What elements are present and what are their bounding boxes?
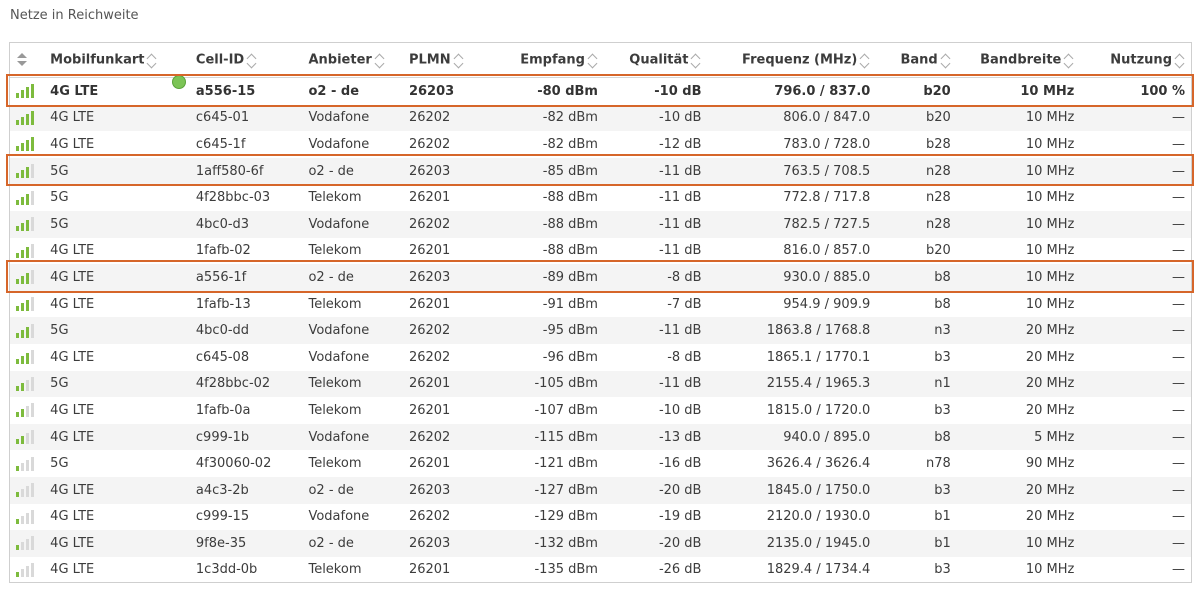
anbieter-cell: Vodafone — [302, 424, 403, 451]
nutzung-cell: — — [1080, 158, 1191, 185]
mobilfunkart-cell: 4G LTE — [44, 264, 190, 291]
signal-cell — [10, 450, 44, 477]
table-header-row — [10, 43, 1191, 78]
plmn-cell: 26203 — [403, 477, 485, 504]
empfang-cell: -88 dBm — [542, 190, 598, 206]
signal-cell — [10, 158, 44, 185]
plmn-cell: 26201 — [408, 402, 451, 418]
bandbreite-cell: 10 MHz — [1025, 296, 1075, 312]
plmn-cell: 26202 — [408, 509, 451, 525]
frequenz-cell: 3626.4 / 3626.4 — [766, 456, 871, 472]
qualitaet-cell: -10 dB — [604, 105, 708, 132]
bandbreite-cell: 10 MHz — [957, 264, 1081, 291]
table-row[interactable] — [10, 211, 1191, 238]
header-mobilfunkart[interactable]: Mobilfunkart — [44, 43, 190, 78]
bandbreite-cell: 10 MHz — [1025, 562, 1075, 578]
table-row[interactable] — [10, 238, 1191, 265]
qualitaet-cell: -11 dB — [658, 190, 702, 206]
signal-cell — [10, 424, 44, 451]
plmn-cell: 26203 — [408, 83, 455, 99]
empfang-cell: -121 dBm — [534, 456, 598, 472]
table-row[interactable] — [10, 397, 1191, 424]
anbieter-cell: Telekom — [308, 190, 362, 206]
table-row[interactable] — [10, 184, 1191, 211]
header-plmn[interactable]: PLMN — [403, 43, 485, 78]
mobilfunkart-cell: 4G LTE — [44, 424, 190, 451]
band-cell: b20 — [925, 243, 951, 259]
cell-id-cell: 1aff580-6f — [190, 158, 303, 185]
frequenz-cell: 940.0 / 895.0 — [707, 424, 876, 451]
table-row[interactable] — [10, 557, 1191, 583]
frequenz-cell: 772.8 / 717.8 — [783, 190, 871, 206]
nutzung-cell: — — [1172, 509, 1185, 525]
empfang-cell: -80 dBm — [537, 83, 598, 99]
header-band[interactable]: Band — [876, 43, 956, 78]
nutzung-cell: 100 % — [1140, 83, 1185, 99]
mobilfunkart-cell: 4G LTE — [50, 402, 95, 418]
signal-strength-icon — [16, 403, 34, 417]
plmn-cell: 26201 — [408, 296, 451, 312]
empfang-cell: -89 dBm — [485, 264, 604, 291]
signal-strength-icon — [16, 297, 34, 311]
cell-id-cell: a556-1f — [190, 264, 303, 291]
qualitaet-cell: -20 dB — [604, 477, 708, 504]
qualitaet-cell: -12 dB — [658, 136, 702, 152]
band-cell: b3 — [934, 562, 951, 578]
sort-both-icon — [16, 52, 28, 68]
signal-cell — [10, 530, 44, 557]
nutzung-cell: — — [1080, 424, 1191, 451]
qualitaet-cell: -26 dB — [658, 562, 702, 578]
plmn-cell: 26201 — [408, 190, 451, 206]
frequenz-cell: 1865.1 / 1770.1 — [766, 349, 871, 365]
cell-id-cell: 4bc0-d3 — [190, 211, 303, 238]
table-row[interactable] — [10, 105, 1191, 132]
table-row[interactable] — [10, 477, 1191, 504]
bandbreite-cell: 20 MHz — [957, 371, 1081, 398]
mobilfunkart-cell: 4G LTE — [44, 477, 190, 504]
nutzung-cell: — — [1080, 317, 1191, 344]
sort-all-header[interactable] — [10, 43, 44, 78]
empfang-cell: -88 dBm — [485, 211, 604, 238]
signal-cell — [10, 264, 44, 291]
frequenz-cell: 1845.0 / 1750.0 — [707, 477, 876, 504]
band-cell: b8 — [876, 424, 956, 451]
header-frequenz[interactable]: Frequenz (MHz) — [707, 43, 876, 78]
signal-strength-icon — [16, 244, 34, 258]
qualitaet-cell: -11 dB — [604, 371, 708, 398]
nutzung-cell: — — [1080, 530, 1191, 557]
bandbreite-cell: 10 MHz — [957, 211, 1081, 238]
band-cell: b3 — [876, 477, 956, 504]
cell-id-cell: 4f28bbc-02 — [190, 371, 303, 398]
frequenz-cell: 1829.4 / 1734.4 — [766, 562, 871, 578]
signal-strength-icon — [16, 164, 34, 178]
mobilfunkart-cell: 4G LTE — [50, 509, 95, 525]
qualitaet-cell: -13 dB — [604, 424, 708, 451]
mobilfunkart-cell: 4G LTE — [44, 530, 190, 557]
plmn-cell: 26202 — [408, 349, 451, 365]
sort-chevron-icon — [375, 52, 385, 68]
band-cell: n78 — [925, 456, 951, 472]
band-cell: b20 — [923, 83, 951, 99]
signal-cell — [10, 557, 44, 583]
mobilfunkart-cell: 5G — [50, 456, 69, 472]
signal-strength-icon — [16, 483, 34, 497]
qualitaet-cell: -8 dB — [667, 349, 702, 365]
empfang-cell: -132 dBm — [485, 530, 604, 557]
table-row[interactable] — [10, 344, 1191, 371]
anbieter-cell: Telekom — [308, 562, 362, 578]
signal-cell — [10, 105, 44, 132]
frequenz-cell: 796.0 / 837.0 — [774, 83, 871, 99]
empfang-cell: -105 dBm — [485, 371, 604, 398]
frequenz-cell: 806.0 / 847.0 — [707, 105, 876, 132]
mobilfunkart-cell: 4G LTE — [50, 83, 99, 99]
cell-id-cell: 1fafb-0a — [195, 402, 251, 418]
plmn-cell: 26202 — [403, 105, 485, 132]
plmn-cell: 26202 — [403, 211, 485, 238]
nutzung-cell: — — [1172, 456, 1185, 472]
signal-cell — [10, 344, 44, 371]
signal-strength-icon — [16, 191, 34, 205]
nutzung-cell: — — [1172, 190, 1185, 206]
signal-cell — [10, 238, 44, 265]
bandbreite-cell: 10 MHz — [1025, 136, 1075, 152]
empfang-cell: -85 dBm — [485, 158, 604, 185]
cell-id-cell: a556-15 — [190, 78, 303, 105]
cell-id-cell: 4f30060-02 — [195, 456, 272, 472]
empfang-cell: -96 dBm — [542, 349, 598, 365]
signal-cell — [10, 317, 44, 344]
band-cell: b8 — [876, 264, 956, 291]
empfang-cell: -88 dBm — [542, 243, 598, 259]
bandbreite-cell: 20 MHz — [957, 477, 1081, 504]
band-cell: n28 — [876, 211, 956, 238]
nutzung-cell: — — [1080, 264, 1191, 291]
anbieter-cell: o2 - de — [302, 264, 403, 291]
bandbreite-cell: 10 MHz — [1025, 243, 1075, 259]
table-row[interactable] — [10, 504, 1191, 531]
bandbreite-cell: 20 MHz — [957, 317, 1081, 344]
table-row[interactable] — [10, 264, 1191, 291]
frequenz-cell: 930.0 / 885.0 — [707, 264, 876, 291]
anbieter-cell: Vodafone — [302, 211, 403, 238]
sort-chevron-icon — [588, 52, 598, 68]
sort-chevron-icon — [1175, 52, 1185, 68]
band-cell: b8 — [934, 296, 951, 312]
anbieter-cell: o2 - de — [308, 83, 360, 99]
band-cell: b3 — [934, 349, 951, 365]
empfang-cell: -127 dBm — [485, 477, 604, 504]
bandbreite-cell: 5 MHz — [957, 424, 1081, 451]
signal-strength-icon — [16, 111, 34, 125]
empfang-cell: -82 dBm — [485, 105, 604, 132]
mobilfunkart-cell: 5G — [44, 317, 190, 344]
band-cell: n1 — [876, 371, 956, 398]
cell-id-cell: 9f8e-35 — [190, 530, 303, 557]
band-cell: b1 — [934, 509, 951, 525]
sort-chevron-icon — [247, 52, 257, 68]
anbieter-cell: o2 - de — [302, 158, 403, 185]
empfang-cell: -95 dBm — [485, 317, 604, 344]
cell-id-cell: c645-08 — [195, 349, 250, 365]
signal-cell — [10, 211, 44, 238]
anbieter-cell: Vodafone — [308, 136, 370, 152]
cell-id-cell: 4f28bbc-03 — [195, 190, 271, 206]
signal-cell — [10, 397, 44, 424]
cell-id-cell: c645-01 — [190, 105, 303, 132]
nutzung-cell: — — [1172, 349, 1185, 365]
plmn-cell: 26203 — [403, 530, 485, 557]
sort-chevron-icon — [1064, 52, 1074, 68]
nutzung-cell: — — [1172, 296, 1185, 312]
table-row[interactable] — [10, 371, 1191, 398]
signal-strength-icon — [16, 377, 34, 391]
anbieter-cell: Telekom — [308, 402, 362, 418]
mobilfunkart-cell: 5G — [50, 190, 69, 206]
mobilfunkart-cell: 5G — [44, 211, 190, 238]
band-cell: b28 — [925, 136, 951, 152]
anbieter-cell: Vodafone — [308, 349, 370, 365]
sort-chevron-icon — [691, 52, 701, 68]
cell-id-cell: a4c3-2b — [190, 477, 303, 504]
band-cell: b3 — [934, 402, 951, 418]
signal-strength-icon — [16, 510, 34, 524]
header-empfang[interactable]: Empfang — [485, 43, 604, 78]
cell-id-cell: c645-1f — [195, 136, 246, 152]
signal-strength-icon — [16, 563, 34, 577]
bandbreite-cell: 20 MHz — [1025, 349, 1075, 365]
nutzung-cell: — — [1172, 136, 1185, 152]
sort-chevron-icon — [147, 52, 157, 68]
anbieter-cell: o2 - de — [302, 477, 403, 504]
qualitaet-cell: -11 dB — [604, 317, 708, 344]
mobilfunkart-cell: 5G — [44, 158, 190, 185]
qualitaet-cell: -11 dB — [658, 243, 702, 259]
frequenz-cell: 954.9 / 909.9 — [783, 296, 871, 312]
signal-cell — [10, 184, 44, 211]
empfang-cell: -82 dBm — [542, 136, 598, 152]
frequenz-cell: 1815.0 / 1720.0 — [766, 402, 871, 418]
bandbreite-cell: 10 MHz — [957, 158, 1081, 185]
header-cell-id[interactable]: Cell-ID — [190, 43, 303, 78]
mobilfunkart-cell: 4G LTE — [44, 105, 190, 132]
plmn-cell: 26201 — [408, 243, 451, 259]
anbieter-cell: Vodafone — [302, 317, 403, 344]
bandbreite-cell: 10 MHz — [1025, 190, 1075, 206]
plmn-cell: 26202 — [403, 317, 485, 344]
signal-strength-icon — [16, 324, 34, 338]
nutzung-cell: — — [1172, 402, 1185, 418]
signal-strength-icon — [16, 350, 34, 364]
signal-cell — [10, 504, 44, 531]
mobilfunkart-cell: 4G LTE — [50, 562, 95, 578]
plmn-cell: 26203 — [403, 158, 485, 185]
nutzung-cell: — — [1172, 562, 1185, 578]
frequenz-cell: 1863.8 / 1768.8 — [707, 317, 876, 344]
frequenz-cell: 2135.0 / 1945.0 — [707, 530, 876, 557]
mobilfunkart-cell: 4G LTE — [50, 296, 95, 312]
frequenz-cell: 782.5 / 727.5 — [707, 211, 876, 238]
bandbreite-cell: 90 MHz — [1025, 456, 1075, 472]
anbieter-cell: Vodafone — [308, 509, 370, 525]
empfang-cell: -115 dBm — [485, 424, 604, 451]
qualitaet-cell: -11 dB — [604, 211, 708, 238]
mobilfunkart-cell: 4G LTE — [50, 349, 95, 365]
frequenz-cell: 783.0 / 728.0 — [783, 136, 871, 152]
header-bandbreite[interactable]: Bandbreite — [957, 43, 1081, 78]
empfang-cell: -129 dBm — [534, 509, 598, 525]
anbieter-cell: Telekom — [308, 296, 362, 312]
signal-strength-icon — [16, 217, 34, 231]
mobilfunkart-cell: 4G LTE — [50, 136, 95, 152]
anbieter-cell: Telekom — [308, 243, 362, 259]
header-anbieter[interactable]: Anbieter — [302, 43, 403, 78]
qualitaet-cell: -20 dB — [604, 530, 708, 557]
qualitaet-cell: -16 dB — [658, 456, 702, 472]
networks-table — [9, 42, 1192, 583]
signal-cell — [10, 371, 44, 398]
band-cell: b1 — [876, 530, 956, 557]
signal-strength-icon — [16, 457, 34, 471]
bandbreite-cell: 20 MHz — [1025, 509, 1075, 525]
sort-chevron-icon — [941, 52, 951, 68]
empfang-cell: -91 dBm — [542, 296, 598, 312]
signal-cell — [10, 131, 44, 158]
signal-strength-icon — [16, 536, 34, 550]
bandbreite-cell: 10 MHz — [957, 530, 1081, 557]
sort-chevron-icon — [454, 52, 464, 68]
section-title: Netze in Reichweite — [10, 8, 139, 23]
nutzung-cell: — — [1080, 477, 1191, 504]
plmn-cell: 26203 — [403, 264, 485, 291]
qualitaet-cell: -19 dB — [658, 509, 702, 525]
cell-id-cell: 4bc0-dd — [190, 317, 303, 344]
nutzung-cell: — — [1080, 371, 1191, 398]
plmn-cell: 26201 — [408, 562, 451, 578]
table-row[interactable] — [10, 78, 1191, 105]
signal-strength-icon — [16, 137, 34, 151]
signal-strength-icon — [16, 84, 34, 98]
frequenz-cell: 2120.0 / 1930.0 — [766, 509, 871, 525]
table-row[interactable] — [10, 131, 1191, 158]
header-nutzung[interactable]: Nutzung — [1080, 43, 1191, 78]
table-row[interactable] — [10, 450, 1191, 477]
frequenz-cell: 2155.4 / 1965.3 — [707, 371, 876, 398]
cell-id-cell: c999-1b — [190, 424, 303, 451]
bandbreite-cell: 10 MHz — [1020, 83, 1075, 99]
anbieter-cell: o2 - de — [302, 530, 403, 557]
empfang-cell: -107 dBm — [534, 402, 598, 418]
frequenz-cell: 763.5 / 708.5 — [707, 158, 876, 185]
mobilfunkart-cell: 4G LTE — [50, 243, 95, 259]
nutzung-cell: — — [1080, 211, 1191, 238]
table-row[interactable] — [10, 424, 1191, 451]
cell-id-cell: 1fafb-13 — [195, 296, 251, 312]
frequenz-cell: 816.0 / 857.0 — [783, 243, 871, 259]
table-row[interactable] — [10, 158, 1191, 185]
empfang-cell: -135 dBm — [534, 562, 598, 578]
table-row[interactable] — [10, 530, 1191, 557]
qualitaet-cell: -10 dB — [654, 83, 702, 99]
bandbreite-cell: 20 MHz — [1025, 402, 1075, 418]
signal-cell — [10, 477, 44, 504]
sort-chevron-icon — [860, 52, 870, 68]
header-qualitaet[interactable]: Qualität — [604, 43, 708, 78]
signal-cell — [10, 78, 44, 105]
table-row[interactable] — [10, 291, 1191, 318]
plmn-cell: 26202 — [403, 424, 485, 451]
band-cell: n3 — [876, 317, 956, 344]
cell-id-cell: 1c3dd-0b — [195, 562, 258, 578]
qualitaet-cell: -7 dB — [667, 296, 702, 312]
bandbreite-cell: 10 MHz — [957, 105, 1081, 132]
band-cell: n28 — [925, 190, 951, 206]
mobilfunkart-cell: 5G — [44, 371, 190, 398]
table-row[interactable] — [10, 317, 1191, 344]
cell-id-cell: 1fafb-02 — [195, 243, 251, 259]
signal-cell — [10, 291, 44, 318]
signal-strength-icon — [16, 270, 34, 284]
qualitaet-cell: -11 dB — [604, 158, 708, 185]
band-cell: n28 — [876, 158, 956, 185]
anbieter-cell: Telekom — [308, 456, 362, 472]
plmn-cell: 26201 — [403, 371, 485, 398]
qualitaet-cell: -10 dB — [658, 402, 702, 418]
cell-id-cell: c999-15 — [195, 509, 250, 525]
anbieter-cell: Telekom — [302, 371, 403, 398]
anbieter-cell: Vodafone — [302, 105, 403, 132]
signal-strength-icon — [16, 430, 34, 444]
band-cell: b20 — [876, 105, 956, 132]
nutzung-cell: — — [1172, 243, 1185, 259]
plmn-cell: 26202 — [408, 136, 451, 152]
nutzung-cell: — — [1080, 105, 1191, 132]
plmn-cell: 26201 — [408, 456, 451, 472]
qualitaet-cell: -8 dB — [604, 264, 708, 291]
